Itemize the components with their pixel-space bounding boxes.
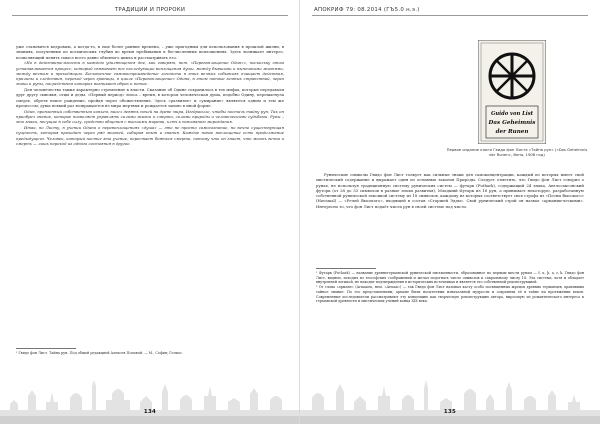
left-paragraph: Итак, по Листу, в учении Одина о перевоплощениях «душа» — это не просто самосознание, но вечно существующая сущность, которая проходит через ряд жизней, собирая опыт и знания. Каждое новое воплощение есть продолжение предыдущего. Человек, который постиг это учение, перестает бояться смерти, потому что он знает, что жизнь вечна и смерть — лишь переход из одного состояния в другое. [16, 125, 284, 146]
left-body-text [16, 44, 284, 147]
left-paragraph: Для человечества также характерно стремление к власти. Сказание об Одине сохранилось в тех мифах, которые передавали друг другу сыновья, отцы и деды. «Первый период» эпоса – время, в котором человеческая душа, подобно Одину, перешагнула смерть, обретя новое рождение, пройдя через обожествление. Здесь «развитие» и «умирание» являются одним и тем же процессом; душа всякий раз возвращается из мира мертвых и рождается заново в иной форме. [16, 87, 284, 108]
left-footnote: ¹ Гвидо фон Лист. Тайна рун. Под общей редакцией Алексея Поповой. — М., София; Гелиос. [16, 351, 183, 355]
left-page-number: 134 [143, 409, 157, 415]
left-paragraph: уже становится кедровым, а когда-то, в еще более ранние времена, – уже пригодным для использования в прошлой жизни, в знаниях, полученных из космических глубин во время пребывания в бесчисленных воплощениях. Здесь возникает интерес, позволяющий понять смысл всего давно обычного цикла и рассматривать его. [16, 44, 284, 60]
figure-caption: Первое издание книги Гвидо фон Листа «Тайна рун» («Das Geheimnis der Runen», Вена, 1908 год) [446, 147, 588, 157]
cover-title-line1: Guido von List [490, 111, 534, 117]
right-footnote: ¹ Футарк (Futhark) — название древнегерманской рунической письменности, образованное по первым шести рунам — f, u, þ, a, r, k. Гвидо фон Лист, видимо, исходил из теософских соображений и желал подогнать число символов к сакральному числу 18. Эта система, хотя и обладает внутренней логикой, не находит подтверждения в исторических источниках и является его собственной реконструкцией. [316, 271, 584, 285]
skyline-ornament [300, 366, 600, 424]
left-head-rule [12, 15, 288, 16]
right-footnote-rule [316, 268, 376, 269]
left-paragraph: Один, пронзенный собственным копьем, висел девять ночей на древе мира, Иггдрасиле, чтобы постичь тайну рун. Так он приобрел знание, которое позволяет управлять силами жизни и смерти, силами природы и человеческими судьбами. Руны – это знаки, несущие в себе силу, средство общения с высшими мирами, ключ к пониманию мироздания. [16, 108, 284, 125]
cover-title-line3: der Runen [495, 129, 529, 135]
right-running-head: АПОКРИФ 79: 08.2014 (ГЪ5.0 н.э.) [314, 7, 420, 13]
left-footnote-rule [16, 348, 76, 349]
right-page-number: 135 [443, 409, 457, 415]
right-footnote: ² От слова «армане» (Armanen, нем. «Arman») — так Гвидо фон Лист называл касту особо посвященных жрецов древних германцев, хранивших тайное знание. По его представлениям, армане были носителями изначальной мудрости и сохраняли её в тайне на протяжении веков. Современные исследователи рассматривают эту концепцию как творческую реконструкцию автора, выросшую из романтического интереса к германской древности и мистических учений конца XIX века. [316, 285, 584, 304]
left-running-head: ТРАДИЦИИ И ПРОРОКИ [114, 7, 186, 13]
cover-title-line2: Das Geheimnis [488, 120, 536, 126]
book-cover-figure [478, 40, 546, 144]
skyline-ornament [0, 366, 300, 424]
right-head-rule [312, 15, 588, 16]
right-footnotes [316, 271, 584, 304]
right-paragraph: Рунические символы Гвидо фон Лист толкует как сильные знаки для самоконцентрации, каждый из которых имеет свой мистический содержание и выражает один из основных законов Природы. Следует отметить, что Гвидо фон Лист говорил о рунах, не используя традиционную систему рунических систем — футарк (Futhark), содержащий 24 знака, Англосаксонский футорк (от 28 до 33 символов в разные эпохи развития), Младший Футарк из 16 рун, а принимает некоторую, разработанную собственной рунической лексикой систему из 18 символов, каждому из которых соответствует своя строфа из «Песни Высокого» (Havamal) — «Речей Высокого», входящей в состав «Старшей Эдды». Свой рунический строй он назвал «армании-ческими». Интересно то, что фон Лист подаёт числа рун в своей системе под число. [316, 172, 584, 209]
right-body-text [316, 172, 584, 209]
right-page [300, 0, 600, 424]
left-paragraph: «Но в действительности в каждом удаляющемся дне, как говорят, нет. «Перевоплощение Один»», поскольку этим устанавливается процесс, который связывает все последующие воплощения души, между бывшими и нынешними жизнями, между вечным и преходящим. Бесконечное самовоспроизведение личности в этих вечных событиях очищает действия, причины и следствия, переход через границы, в цикле «Перевоплощение» Одина, в этом потоке земных странствий, через знаки и руны, посредством которых возникает образ и поток. [16, 60, 284, 87]
